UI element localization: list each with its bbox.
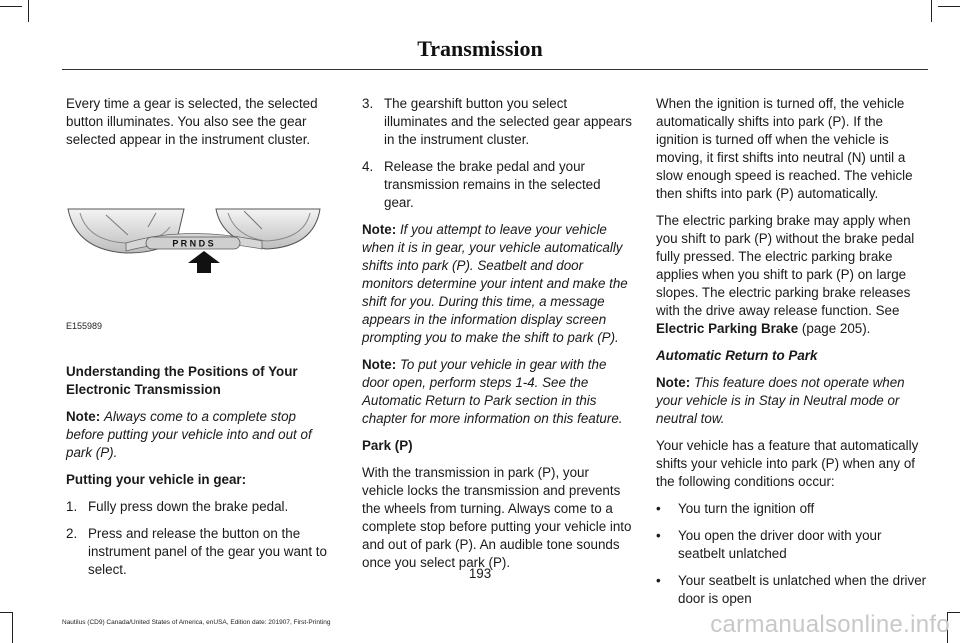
column-right [656, 95, 928, 617]
note-label: Note: [656, 375, 691, 390]
crop-mark [0, 612, 12, 613]
page-number: 193 [468, 566, 492, 581]
crop-mark [0, 6, 22, 7]
column-middle [362, 95, 632, 581]
note-label: Note: [362, 357, 397, 372]
step-text: The gearshift button you select illuminates and the selected gear appears in the instrument cluster. [384, 96, 632, 147]
bullet-icon: • [656, 573, 661, 588]
bullet-text: You turn the ignition off [678, 501, 815, 516]
instrument-cluster-illustration [66, 205, 322, 315]
step-text: Press and release the button on the instrument panel of the gear you want to select. [88, 526, 327, 577]
page-title: Transmission [417, 36, 543, 61]
bullet-text: You open the driver door with your seatbelt unlatched [678, 528, 882, 561]
note-paragraph [362, 221, 632, 347]
bullet-icon: • [656, 501, 661, 516]
figure-id: E155989 [66, 321, 103, 331]
conditions-list [656, 500, 928, 608]
epb-paragraph [656, 212, 928, 338]
column-left [66, 95, 334, 588]
steps-heading: Putting your vehicle in gear: [66, 472, 247, 487]
epb-page-ref: (page 205). [801, 321, 871, 336]
note-paragraph [66, 408, 334, 462]
crop-mark [12, 612, 13, 643]
note-paragraph [362, 356, 632, 428]
arrow-up-icon [188, 251, 220, 273]
instrument-cluster-figure [66, 205, 322, 335]
step-number: 3. [362, 96, 374, 111]
crop-mark [28, 0, 29, 22]
step-text: Release the brake pedal and your transmission remains in the selected gear. [384, 159, 601, 210]
epb-link[interactable]: Electric Parking Brake [656, 321, 799, 336]
note-text: To put your vehicle in gear with the door open, perform steps 1-4. See the Automatic Return to Park section in this chapter for more information on this feature. [362, 357, 623, 426]
park-heading: Park (P) [362, 438, 413, 453]
note-text: Always come to a complete stop before putting your vehicle into and out of park (P). [66, 409, 312, 460]
list-item [656, 500, 928, 518]
list-item [656, 527, 928, 563]
note-label: Note: [362, 222, 397, 237]
bullet-text: Your seatbelt is unlatched when the driver door is open [678, 573, 927, 606]
arp-paragraph: Your vehicle has a feature that automatically shifts your vehicle into park (P) when any of the following conditions occur: [656, 438, 919, 489]
section-heading: Understanding the Positions of Your Electronic Transmission [66, 364, 298, 397]
watermark: carmanualsonline.info [710, 611, 950, 638]
note-label: Note: [66, 409, 101, 424]
epb-text: The electric parking brake may apply when you shift to park (P) without the brake pedal fully pressed. The electric parking brake applies when you shift to park (P) on large slopes. The electric parking brake releases with the drive away release function. See [656, 213, 915, 318]
header-divider [62, 69, 928, 70]
intro-paragraph: Every time a gear is selected, the selected button illuminates. You also see the gear selected appear in the instrument cluster. [66, 96, 318, 147]
crop-mark [931, 0, 932, 22]
step-number: 1. [66, 499, 78, 514]
ignition-paragraph: When the ignition is turned off, the vehicle automatically shifts into park (P). If the ignition is turned off when the vehicle is moving, it first shifts into neutral (N) until a slow enough speed is reached. The vehicle then shifts into park (P) automatically. [656, 96, 913, 201]
step-number: 4. [362, 159, 374, 174]
edition-note: Nautilus (CD9) Canada/United States of America, enUSA, Edition date: 201907, First-Printing [62, 619, 331, 626]
park-paragraph: With the transmission in park (P), your vehicle locks the transmission and prevents the wheels from turning. Always come to a complete stop before putting your vehicle into and out of park (P). An audible tone sounds once you select park (P). [362, 465, 632, 570]
list-item [362, 158, 632, 212]
gear-indicator-label: P R N D S [172, 238, 214, 249]
arp-heading: Automatic Return to Park [656, 348, 818, 363]
list-item [66, 498, 334, 516]
note-text: This feature does not operate when your vehicle is in Stay in Neutral mode or neutral tow. [656, 375, 905, 426]
bullet-icon: • [656, 528, 661, 543]
note-text: If you attempt to leave your vehicle when it is in gear, your vehicle automatically shifts into park (P). Seatbelt and door monitors determine your intent and make the shift for you. During this time, a message appears in the information display screen prompting you to make the shift to park (P). [362, 222, 628, 345]
steps-list [362, 95, 632, 212]
list-item [362, 95, 632, 149]
step-number: 2. [66, 526, 78, 541]
crop-mark [938, 6, 960, 7]
note-paragraph [656, 374, 928, 428]
step-text: Fully press down the brake pedal. [88, 499, 289, 514]
